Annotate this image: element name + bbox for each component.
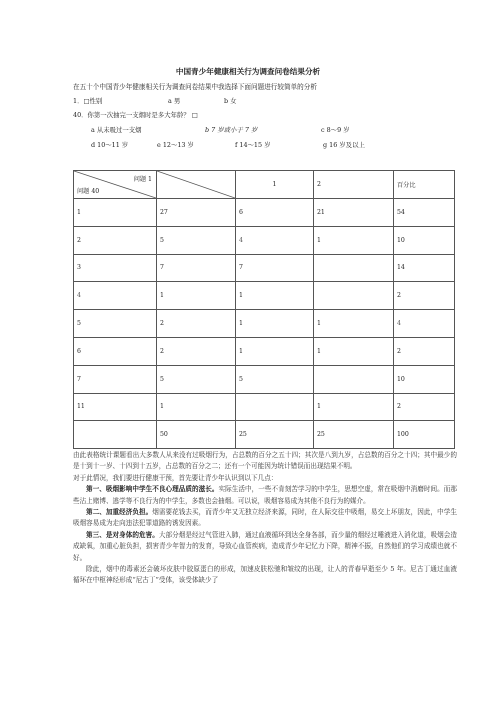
table-cell: 5 <box>157 226 236 254</box>
table-row <box>74 365 455 393</box>
table-cell: 7 <box>157 254 236 282</box>
table-cell <box>314 254 394 282</box>
corner-label-question-40: 问题 40 <box>77 188 100 195</box>
table-cell: 54 <box>394 199 455 227</box>
analysis-paragraph-1: 由此表格统计课题看出大多数人从来没有过吸烟行为，占总数的百分之五十四；其次是八到九岁，占总数的百分之十四；其中最少的是十到十一岁、十四到十五岁，占总数的百分之二；还有一个可能因为统计错误而出现结果不明。 <box>73 451 457 471</box>
table-cell: 25 <box>236 421 314 449</box>
table-row <box>74 282 455 310</box>
table-cell: 50 <box>157 421 236 449</box>
table-cell: 14 <box>394 254 455 282</box>
table-cell: 2 <box>394 337 455 365</box>
table-cell <box>314 282 394 310</box>
table-cell: 2 <box>157 337 236 365</box>
table-cell: 1 <box>157 393 236 421</box>
table-cell: 1 <box>74 199 157 227</box>
analysis-paragraph-6: 除此，烟中的毒素还会破坏皮肤中胶原蛋白的形成，加速皮肤松驰和皱纹的出现，让人的青春早逝至少 5 年。尼古丁通过血液循环在中枢神经形成“尼古丁”受体，该受体缺少了 <box>73 565 457 585</box>
table-cell: 4 <box>394 310 455 338</box>
table-corner-cell <box>74 171 157 199</box>
q40-option-b: b 7 岁或小于 7 岁 <box>205 126 258 134</box>
table-cell: 11 <box>74 393 157 421</box>
table-cell: 4 <box>74 282 157 310</box>
table-cell: 6 <box>236 199 314 227</box>
table-cell: 5 <box>157 365 236 393</box>
analysis-paragraph-2: 对于此情况，我们要进行健康干预，首先要让青少年认识到以下几点： <box>73 473 278 482</box>
point-3-text: 大部分烟是经过气管进入肺，通过血液循环到达全身各部，而少量的烟经过唾液进入消化道，吸烟会造成缺氧，加重心脏负担，损害青少年智力的发育，导致心血管疾病，造成青少年记忆力下降，精神不振，自然他们的学习成绩也就不好。 <box>73 530 458 562</box>
table-cell: 1 <box>236 337 314 365</box>
table-cell: 2 <box>394 393 455 421</box>
table-header-row <box>74 171 455 199</box>
q40-label: 40．你第一次抽完一支烟时是多大年龄？ □ <box>73 111 198 119</box>
analysis-paragraph-4 <box>73 507 457 530</box>
q40-option-g: g 16 岁及以上 <box>323 141 365 149</box>
table-total-row <box>74 421 455 449</box>
table-row <box>74 226 455 254</box>
table-cell: 21 <box>314 199 394 227</box>
table-cell <box>314 365 394 393</box>
table-cell: 1 <box>157 282 236 310</box>
q40-option-a: a 从未吸过一支烟 <box>91 126 142 134</box>
q40-option-f: f 14～15 岁 <box>235 141 271 149</box>
q40-option-e: e 12～13 岁 <box>157 141 194 149</box>
table-row <box>74 337 455 365</box>
survey-table <box>73 170 455 449</box>
diagonal-divider <box>157 171 235 198</box>
analysis-paragraph-5 <box>73 530 457 564</box>
intro-text: 在五十个中国青少年健康相关行为调查问卷结果中我选择下面问题进行较简单的分析 <box>73 83 317 91</box>
table-cell: 3 <box>74 254 157 282</box>
table-row <box>74 254 455 282</box>
table-cell: 10 <box>394 226 455 254</box>
table-cell <box>236 393 314 421</box>
document-title: 中国青少年健康相关行为调查问卷结果分析 <box>175 67 321 76</box>
table-cell: 100 <box>394 421 455 449</box>
table-cell: 5 <box>236 365 314 393</box>
analysis-section <box>73 450 457 587</box>
corner-label-question-1: 问题 1 <box>133 176 152 183</box>
table-cell: 4 <box>236 226 314 254</box>
table-cell: 2 <box>157 310 236 338</box>
table-cell: 1 <box>314 393 394 421</box>
q40-option-d: d 10～11 岁 <box>91 141 129 149</box>
q40-option-c: c 8～9 岁 <box>321 126 350 134</box>
q1-option-a: a 男 <box>168 97 181 105</box>
table-cell: 1 <box>236 310 314 338</box>
table-cell: 7 <box>236 254 314 282</box>
table-cell: 1 <box>314 226 394 254</box>
table-cell: 1 <box>236 282 314 310</box>
table-cell: 2 <box>394 282 455 310</box>
table-cell: 27 <box>157 199 236 227</box>
point-2-heading: 第二、加重经济负担。 <box>86 508 153 517</box>
q1-label: 1．□性别 <box>73 97 103 105</box>
table-cell: 6 <box>74 337 157 365</box>
table-cell: 2 <box>74 226 157 254</box>
table-cell: 10 <box>394 365 455 393</box>
header-cell-2: 2 <box>314 171 394 199</box>
table-cell: 7 <box>74 365 157 393</box>
point-3-heading: 第三、是对身体的危害。 <box>86 530 159 539</box>
table-cell <box>74 421 157 449</box>
q1-option-b: b 女 <box>224 97 237 105</box>
table-cell: 25 <box>314 421 394 449</box>
point-1-text: 实际生活中，一些不肯刻苦学习的中学生，思想空虚，常在吸烟中消磨时间。而那些沾上赌博、逃学等不良行为的中学生，多数也会抽烟。可以说，吸烟容易成为其他不良行为的媒介。 <box>73 485 458 505</box>
point-1-heading: 第一、吸烟影响中学生不良心理品质的滋长。 <box>86 485 219 494</box>
table-row <box>74 393 455 421</box>
header-cell-percent: 百分比 <box>394 171 455 199</box>
table-cell: 1 <box>314 337 394 365</box>
header-cell-1: 1 <box>236 171 314 199</box>
table-row <box>74 199 455 227</box>
table-cell: 1 <box>314 310 394 338</box>
point-2-text: 烟需要花钱去买，而青少年又无独立经济来源，同时，在人际交往中吸烟，易交上坏朋友，因此，中学生吸烟容易成为走向违法犯罪道路的诱发因素。 <box>73 508 458 528</box>
header-cell-empty <box>157 171 236 199</box>
analysis-paragraph-3 <box>73 484 457 507</box>
table-cell: 5 <box>74 310 157 338</box>
table-row <box>74 310 455 338</box>
